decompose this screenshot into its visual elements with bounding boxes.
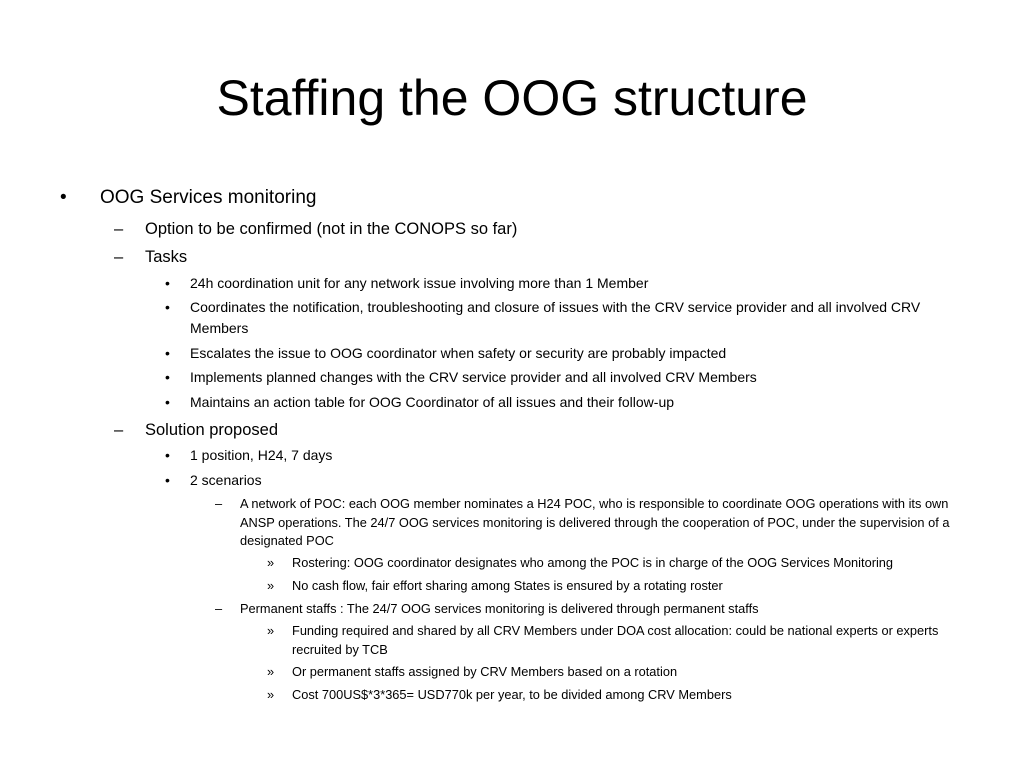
- bullet-marker: –: [215, 601, 223, 616]
- bullet-marker: »: [267, 687, 275, 702]
- bullet-text: 24h coordination unit for any network issue involving more than 1 Member: [190, 275, 649, 291]
- bullet-marker: •: [165, 447, 170, 463]
- bullet-marker: »: [267, 623, 275, 638]
- bullet-marker: •: [165, 275, 170, 291]
- bullet-text: Funding required and shared by all CRV Members under DOA cost allocation: could be national experts or experts recruited by TCB: [292, 623, 939, 657]
- bullet-text: Tasks: [145, 248, 188, 266]
- bullet-marker: –: [215, 496, 223, 511]
- bullet-marker: •: [165, 472, 170, 488]
- bullet-marker: •: [165, 345, 170, 361]
- bullet-marker: •: [165, 299, 170, 315]
- bullet-marker: •: [165, 394, 170, 410]
- bullet-text: 2 scenarios: [190, 472, 262, 488]
- bullet-text: Solution proposed: [145, 421, 279, 439]
- bullet-marker: –: [114, 248, 124, 266]
- bullet-text: Escalates the issue to OOG coordinator when safety or security are probably impacted: [190, 345, 727, 361]
- bullet-marker: •: [60, 187, 67, 208]
- bullet-text: Permanent staffs : The 24/7 OOG services monitoring is delivered through permanent staffs: [240, 601, 759, 616]
- bullet-text: No cash flow, fair effort sharing among States is ensured by a rotating roster: [292, 578, 723, 593]
- bullet-marker: –: [114, 421, 124, 439]
- bullet-text: Rostering: OOG coordinator designates who among the POC is in charge of the OOG Services Monitoring: [292, 555, 894, 570]
- bullet-marker: »: [267, 578, 275, 593]
- bullet-text: Maintains an action table for OOG Coordinator of all issues and their follow-up: [190, 394, 675, 410]
- bullet-text: Cost 700US$*3*365= USD770k per year, to be divided among CRV Members: [292, 687, 732, 702]
- bullet-text: Or permanent staffs assigned by CRV Members based on a rotation: [292, 664, 678, 679]
- bullet-marker: –: [114, 220, 124, 238]
- bullet-text: 1 position, H24, 7 days: [190, 447, 333, 463]
- bullet-text: OOG Services monitoring: [100, 187, 317, 208]
- slide-title: Staffing the OOG structure: [216, 70, 808, 126]
- bullet-marker: »: [267, 555, 275, 570]
- bullet-text: Implements planned changes with the CRV service provider and all involved CRV Members: [190, 369, 757, 385]
- bullet-marker: •: [165, 369, 170, 385]
- bullet-marker: »: [267, 664, 275, 679]
- bullet-text: A network of POC: each OOG member nominates a H24 POC, who is responsible to coordinate OOG operations with its own ANSP operations. The 24/7 OOG services monitoring is delivered through the cooperation of POC, under the supervision of a designated POC: [240, 496, 950, 548]
- bullet-text: Option to be confirmed (not in the CONOPS so far): [145, 220, 518, 238]
- bullet-text: Coordinates the notification, troubleshooting and closure of issues with the CRV service provider and all involved CRV Members: [190, 299, 921, 336]
